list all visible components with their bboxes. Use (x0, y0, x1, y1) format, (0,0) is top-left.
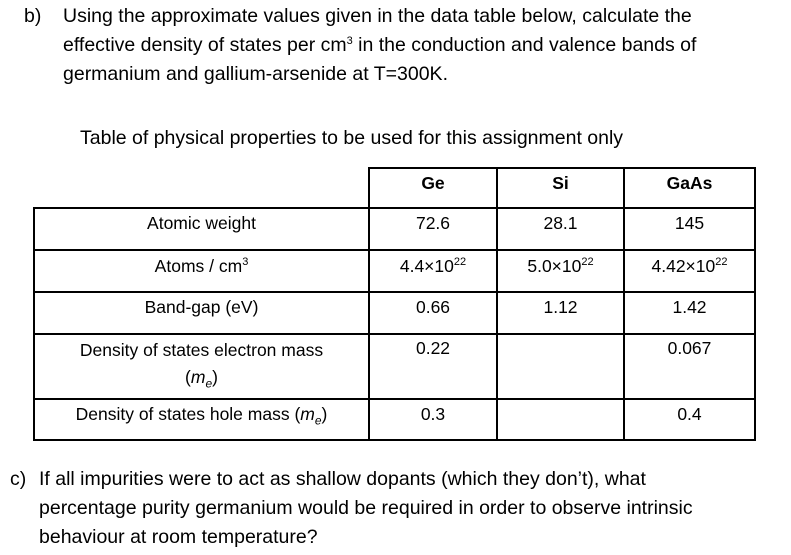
row-label-dos-electron-mass-line-1: Density of states electron mass (79, 340, 324, 360)
mass-subscript: e (205, 376, 213, 391)
column-header-si: Si (552, 173, 569, 193)
cell-band-gap-si: 1.12 (543, 297, 578, 317)
cell-atomic-weight-si: 28.1 (543, 213, 578, 233)
question-b-marker: b) (24, 5, 42, 27)
cell-atoms-si-base: 5.0×10 (527, 256, 582, 276)
cell-band-gap-ge: 0.66 (415, 297, 451, 317)
paren-open: ( (185, 367, 191, 387)
question-b-line-2-superscript: 3 (346, 35, 353, 47)
mass-subscript: e (314, 413, 322, 428)
cell-atoms-gaas-exponent: 22 (715, 256, 728, 268)
cell-atoms-ge-base: 4.4×10 (399, 256, 454, 276)
table-rule (33, 439, 756, 441)
cell-atoms-ge-exponent: 22 (453, 256, 467, 268)
question-c-marker: c) (10, 468, 27, 490)
question-b-line-3: germanium and gallium-arsenide at T=300K. (63, 63, 448, 85)
row-label-dos-electron-mass (35, 337, 368, 398)
question-c-line-3: behaviour at room temperature? (39, 526, 318, 548)
mass-symbol: m (300, 404, 315, 424)
cell-dos-hole-mass-gaas: 0.4 (677, 404, 702, 424)
row-label-atoms-text: Atoms / cm (154, 256, 243, 276)
question-c-text (39, 465, 789, 552)
row-label-band-gap: Band-gap (eV) (144, 297, 259, 317)
cell-atoms-si-exponent: 22 (581, 256, 594, 268)
row-label-dos-hole-mass (35, 402, 368, 433)
question-b-line-2 (63, 31, 791, 60)
table-caption: Table of physical properties to be used for this assignment only (80, 127, 624, 149)
table-rule (33, 398, 756, 400)
table-rule (33, 207, 756, 209)
column-header-ge: Ge (421, 173, 445, 193)
paren-close: ) (212, 367, 218, 387)
question-b-line-1: Using the approximate values given in the data table below, calculate the (63, 5, 692, 27)
table-rule (33, 291, 756, 293)
cell-atoms-gaas-base: 4.42×10 (651, 256, 716, 276)
question-b-line-2-end: in the conduction and valence bands of (352, 34, 697, 56)
row-label-atoms-superscript: 3 (242, 256, 249, 268)
cell-dos-electron-mass-ge: 0.22 (415, 338, 451, 358)
cell-band-gap-gaas: 1.42 (672, 297, 707, 317)
cell-atomic-weight-ge: 72.6 (415, 213, 451, 233)
mass-symbol: m (190, 367, 206, 387)
cell-atoms-ge (370, 254, 496, 278)
row-label-atomic-weight: Atomic weight (147, 213, 256, 233)
table-rule (368, 167, 756, 169)
row-label-dos-electron-mass-line-2 (35, 364, 368, 398)
cell-dos-electron-mass-gaas: 0.067 (667, 338, 712, 358)
question-b-text (63, 2, 791, 89)
question-c-line-1: If all impurities were to act as shallow dopants (which they don’t), what (39, 468, 646, 490)
row-label-atoms-per-cm3 (35, 254, 368, 278)
table-rule (33, 333, 756, 335)
cell-atomic-weight-gaas: 145 (674, 213, 705, 233)
row-label-dos-hole-mass-text: Density of states hole mass ( (75, 404, 301, 424)
cell-dos-hole-mass-ge: 0.3 (420, 404, 446, 424)
table-rule (33, 249, 756, 251)
cell-atoms-si (498, 254, 623, 278)
paren-close: ) (321, 404, 328, 424)
cell-atoms-gaas (625, 254, 754, 278)
question-b-line-2-start: effective density of states per cm (63, 34, 347, 56)
question-c-line-2: percentage purity germanium would be required in order to observe intrinsic (39, 497, 693, 519)
table-rule (754, 167, 756, 441)
column-header-gaas: GaAs (666, 173, 713, 193)
